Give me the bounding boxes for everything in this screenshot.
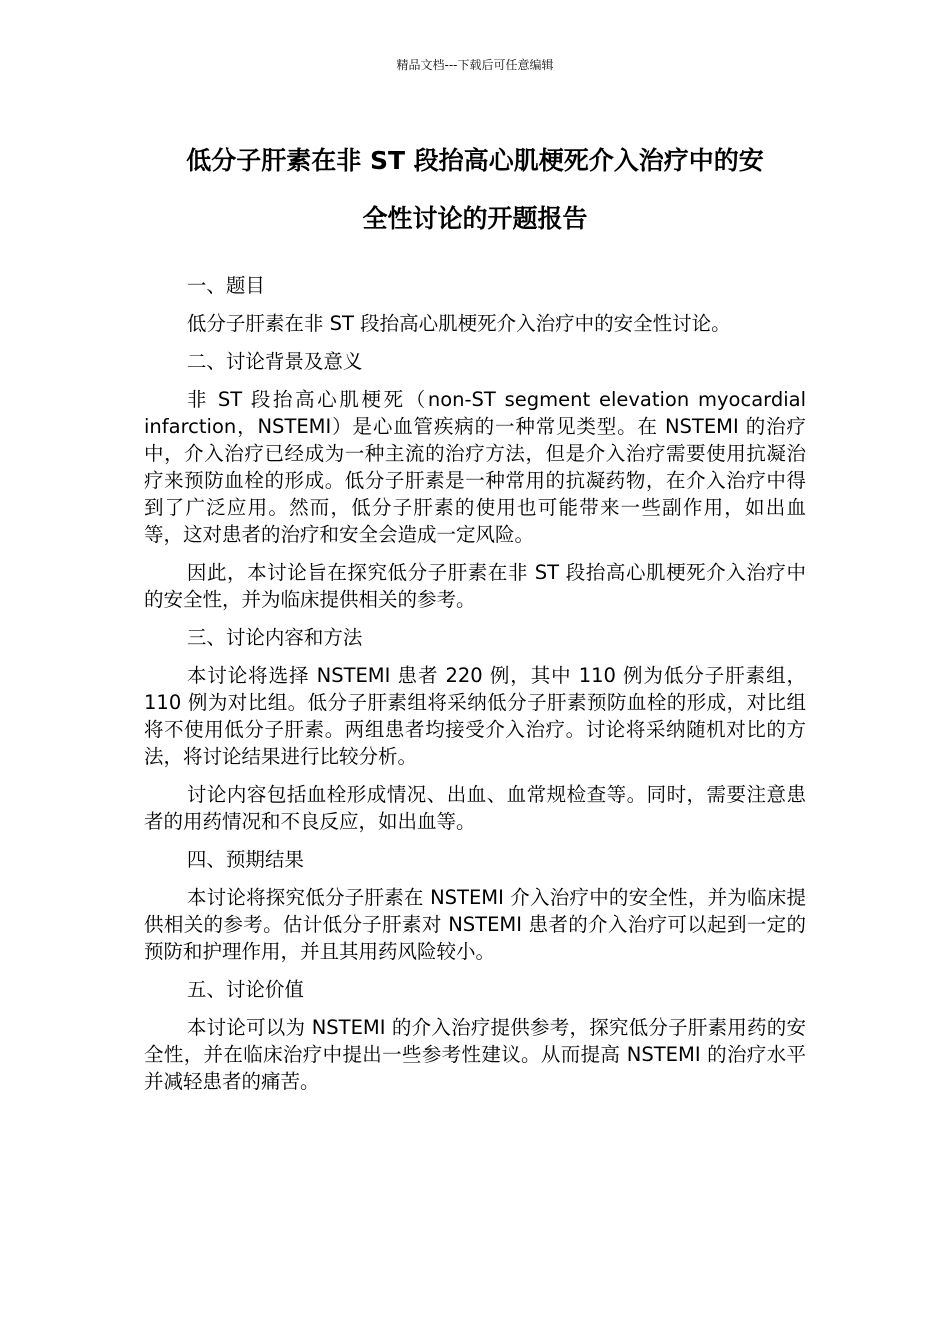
- paragraph-topic: 低分子肝素在非 ST 段抬高心肌梗死介入治疗中的安全性讨论。: [186, 312, 731, 335]
- paragraph-background-1: 非 ST 段抬高心肌梗死（non-ST segment elevation myocardial infarction，NSTEMI）是心血管疾病的一种常见类型。在 NSTEMI 的治疗中，介入治疗已经成为一种主流的治疗方法，但是介入治疗需要使用抗凝治疗来预防血栓的形成。低分子肝素是一种常用的抗凝药物，在介入治疗中得到了广泛应用。然而，低分子肝素的使用也可能带来一些副作用，如出血等，这对患者的治疗和安全会造成一定风险。: [144, 388, 806, 546]
- document-title: [142, 132, 808, 248]
- paragraph-expected-results: 本讨论将探究低分子肝素在 NSTEMI 介入治疗中的安全性，并为临床提供相关的参考。估计低分子肝素对 NSTEMI 患者的介入治疗可以起到一定的预防和护理作用，并且其用药风险较小。: [144, 886, 806, 963]
- title-line-2: 全性讨论的开题报告: [362, 204, 588, 233]
- header-note: 精品文档---下载后可任意编辑: [396, 58, 554, 72]
- paragraph-value: 本讨论可以为 NSTEMI 的介入治疗提供参考，探究低分子肝素用药的安全性，并在临床治疗中提出一些参考性建议。从而提高 NSTEMI 的治疗水平并减轻患者的痛苦。: [144, 1016, 806, 1093]
- section-heading-background: 二、讨论背景及意义: [186, 350, 363, 373]
- paragraph-methods-2: 讨论内容包括血栓形成情况、出血、血常规检查等。同时，需要注意患者的用药情况和不良反应，如出血等。: [144, 783, 806, 833]
- section-heading-methods: 三、讨论内容和方法: [186, 626, 363, 649]
- document-body: [144, 272, 806, 1106]
- section-heading-value: 五、讨论价值: [186, 978, 304, 1001]
- section-heading-topic: 一、题目: [186, 274, 265, 297]
- paragraph-methods-1: 本讨论将选择 NSTEMI 患者 220 例，其中 110 例为低分子肝素组，110 例为对比组。低分子肝素组将采纳低分子肝素预防血栓的形成，对比组将不使用低分子肝素。两组患者均接受介入治疗。讨论将采纳随机对比的方法，将讨论结果进行比较分析。: [144, 664, 806, 768]
- title-line-1: 低分子肝素在非 ST 段抬高心肌梗死介入治疗中的安: [186, 146, 764, 175]
- section-heading-expected-results: 四、预期结果: [186, 848, 304, 871]
- paragraph-background-2: 因此，本讨论旨在探究低分子肝素在非 ST 段抬高心肌梗死介入治疗中的安全性，并为临床提供相关的参考。: [144, 561, 806, 611]
